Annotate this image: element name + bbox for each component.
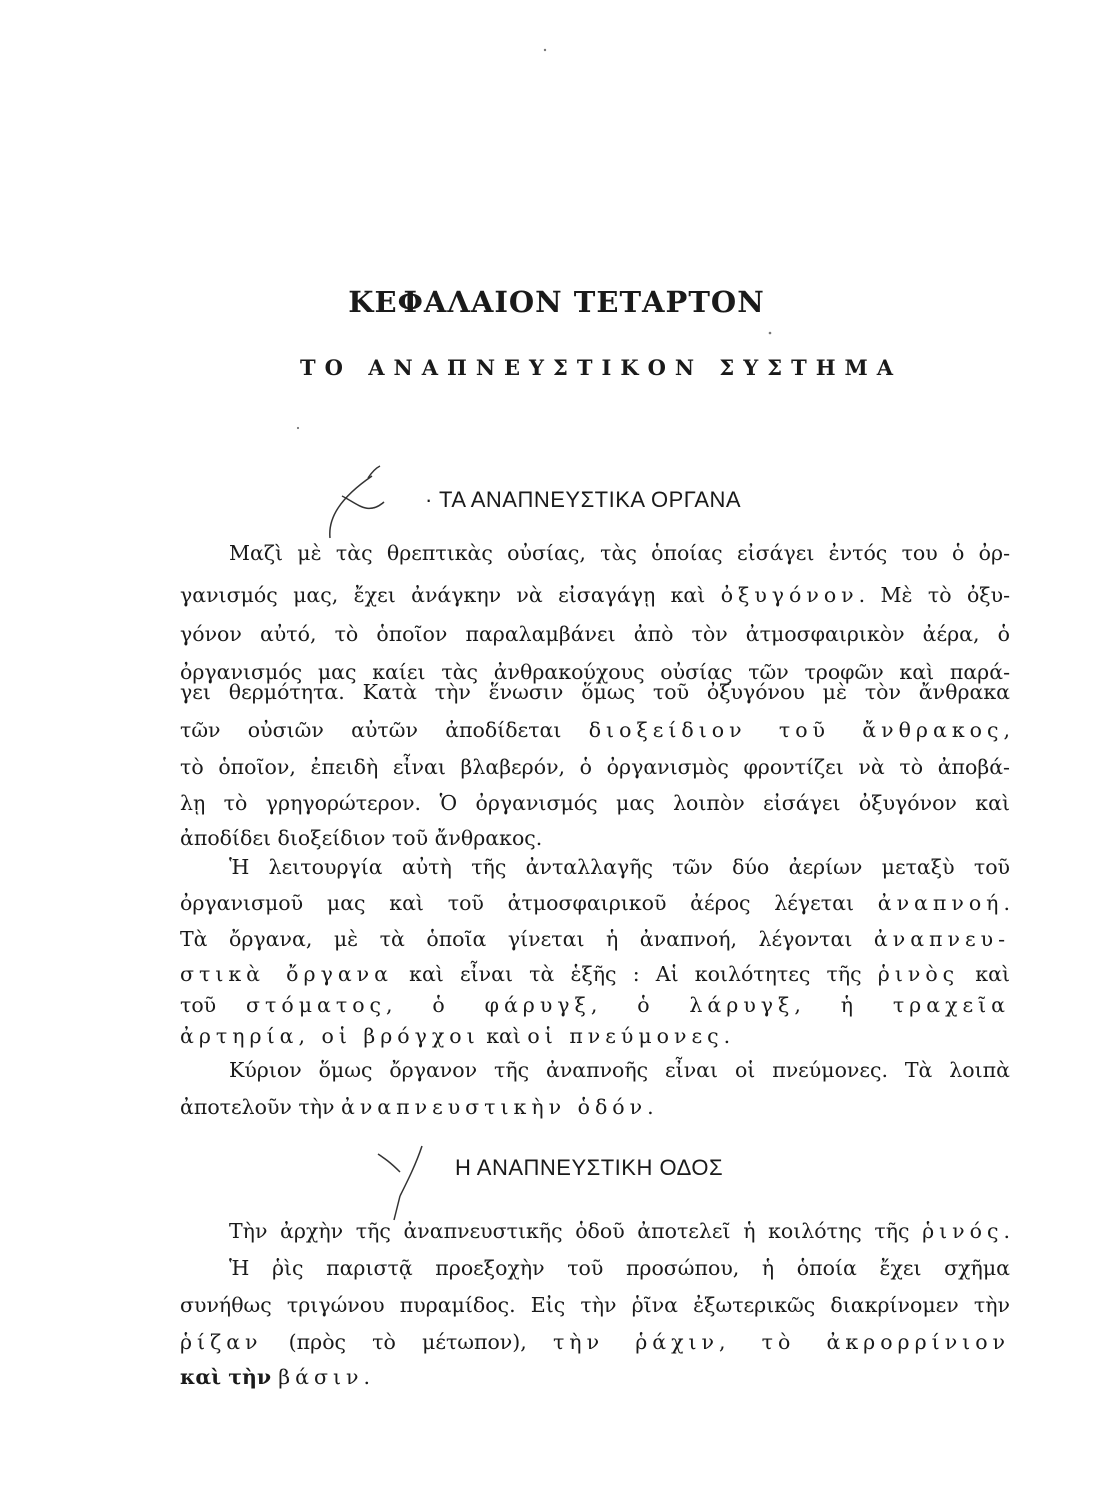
text-line: γει θερμότητα. Κατὰ τὴν ἕνωσιν ὅμως τοῦ ὀξυγόνου μὲ τὸν ἄνθρακα xyxy=(180,680,1010,704)
text-line: ῥίζαν (πρὸς τὸ μέτωπον), τὴν ῥάχιν, τὸ ἀκρορρίνιον xyxy=(180,1330,1011,1354)
text-line: λῃ τὸ γρηγορώτερον. Ὁ ὀργανισμός μας λοιπὸν εἰσάγει ὀξυγόνον καὶ xyxy=(180,791,1010,815)
text-line: τὸ ὁποῖον, ἐπειδὴ εἶναι βλαβερόν, ὁ ὀργανισμὸς φροντίζει νὰ τὸ ἀποβά- xyxy=(180,755,1010,779)
text-line: ὀργανισμοῦ μας καὶ τοῦ ἀτμοσφαιρικοῦ ἀέρος λέγεται ἀναπνοή. xyxy=(180,891,1010,915)
emphasis-term: ἀναπνευ- xyxy=(873,927,1010,951)
text-line: στικὰ ὄργανα καὶ εἶναι τὰ ἑξῆς : Αἱ κοιλότητες τῆς ῥινὸς καὶ xyxy=(180,962,1010,986)
heading-text: ΤΑ ΑΝΑΠΝΕΥΣΤΙΚΑ ΟΡΓΑΝΑ xyxy=(439,487,742,512)
section-heading-airway: Η ΑΝΑΠΝΕΥΣΤΙΚΗ ΟΔΟΣ xyxy=(455,1155,724,1180)
text-line: τῶν οὐσιῶν αὐτῶν ἀποδίδεται διοξείδιον τοῦ ἄνθρακος, xyxy=(180,718,1010,742)
emphasis-term: ἀναπνοή xyxy=(877,891,1004,915)
emphasis-term: ἀρτηρία, οἱ βρόγχοι xyxy=(180,1024,480,1048)
emphasis-term: οἱ πνεύμονες xyxy=(527,1024,724,1048)
emphasis-term: ῥινός xyxy=(922,1219,1004,1243)
text-line: ἀρτηρία, οἱ βρόγχοι καὶ οἱ πνεύμονες. xyxy=(180,1024,731,1048)
text-line: Μαζὶ μὲ τὰς θρεπτικὰς οὐσίας, τὰς ὁποίας εἰσάγει ἐντός του ὁ ὀρ- xyxy=(229,541,1010,565)
section-heading-organs xyxy=(425,487,741,513)
text-line: συνήθως τριγώνου πυραμίδος. Εἰς τὴν ῥῖνα ἐξωτερικῶς διακρίνομεν τὴν xyxy=(180,1293,1010,1317)
text-line: γανισμός μας, ἔχει ἀνάγκην νὰ εἰσαγάγῃ καὶ ὀξυγόνον. Μὲ τὸ ὀξυ- xyxy=(180,583,1010,607)
heading-bullet: · xyxy=(425,487,433,512)
emphasis-term: ῥίζαν xyxy=(180,1330,263,1354)
chapter-subtitle: ΤΟ ΑΝΑΠΝΕΥΣΤΙΚΟΝ ΣΥΣΤΗΜΑ xyxy=(300,355,903,380)
emphasis-term: ὀξυγόνον xyxy=(720,583,859,607)
handwritten-x-mark-icon xyxy=(310,458,420,548)
emphasis-term: ῥινὸς xyxy=(877,962,960,986)
emphasis-term: διοξείδιον τοῦ ἄνθρακος xyxy=(588,718,1004,742)
text-line: Ἡ ῥὶς παριστᾷ προεξοχὴν τοῦ προσώπου, ἡ ὁποία ἔχει σχῆμα xyxy=(229,1256,1010,1280)
emphasis-term: τὴν ῥάχιν, τὸ ἀκρορρίνιον xyxy=(552,1330,1011,1354)
text-line: καὶ τὴν βάσιν. xyxy=(180,1365,370,1389)
chapter-title: ΚΕΦΑΛΑΙΟΝ ΤΕΤΑΡΤΟΝ xyxy=(348,285,765,319)
text-line: Τὰ ὄργανα, μὲ τὰ ὁποῖα γίνεται ἡ ἀναπνοή, λέγονται ἀναπνευ- xyxy=(180,927,1010,951)
text-line: ἀποτελοῦν τὴν ἀναπνευστικὴν ὁδόν. xyxy=(180,1095,654,1119)
text-line: τοῦ στόματος, ὁ φάρυγξ, ὁ λάρυγξ, ἡ τραχεῖα xyxy=(180,993,1010,1017)
text-line: Τὴν ἀρχὴν τῆς ἀναπνευστικῆς ὁδοῦ ἀποτελεῖ ἡ κοιλότης τῆς ῥινός. xyxy=(229,1219,1010,1243)
text-line: γόνον αὐτό, τὸ ὁποῖον παραλαμβάνει ἀπὸ τὸν ἀτμοσφαιρικὸν ἀέρα, ὁ xyxy=(180,622,1010,646)
text-line: ἀποδίδει διοξείδιον τοῦ ἄνθρακος. xyxy=(180,826,543,850)
text-line: Κύριον ὅμως ὄργανον τῆς ἀναπνοῆς εἶναι οἱ πνεύμονες. Τὰ λοιπὰ xyxy=(229,1058,1010,1082)
emphasis-term: στόματος, ὁ φάρυγξ, ὁ λάρυγξ, ἡ τραχεῖα xyxy=(246,993,1010,1017)
emphasis-term: ἀναπνευστικὴν ὁδόν xyxy=(341,1095,648,1119)
text-line: ὀργανισμός μας καίει τὰς ἀνθρακούχους οὐσίας τῶν τροφῶν καὶ παρά- xyxy=(180,660,1010,684)
handwritten-x-mark-icon xyxy=(370,1140,440,1225)
text-line: Ἡ λειτουργία αὐτὴ τῆς ἀνταλλαγῆς τῶν δύο ἀερίων μεταξὺ τοῦ xyxy=(229,855,1010,879)
emphasis-term: στικὰ ὄργανα xyxy=(180,962,393,986)
emphasis-term: βάσιν xyxy=(278,1365,364,1389)
